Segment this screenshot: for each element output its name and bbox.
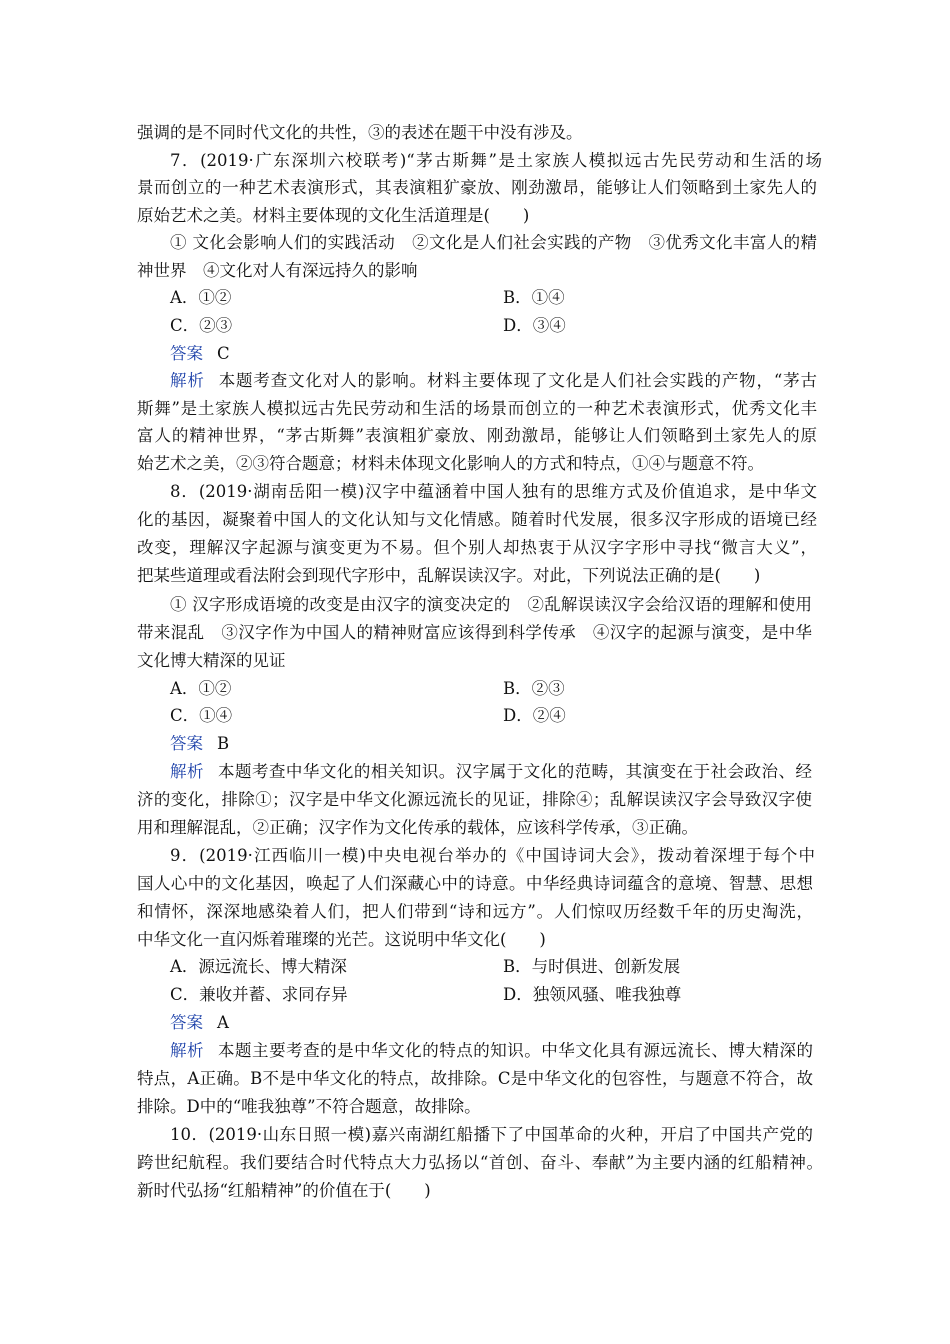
q8-statement-line: 带来混乱 ③汉字作为中国人的精神财富应该得到科学传承 ④汉字的起源与演变，是中华 — [137, 623, 812, 642]
q8-option-c: C．①④ — [170, 706, 233, 725]
q7-analysis-line: 始艺术之美，②③符合题意；材料未体现文化影响人的方式和特点，①④与题意不符。 — [137, 454, 764, 473]
q9-stem-line: 9．(2019·江西临川一模)中央电视台举办的《中国诗词大会》，拨动着深埋于每个中 — [170, 846, 815, 865]
q9-answer-value: A — [217, 1013, 229, 1032]
q8-statement-line: ① 汉字形成语境的改变是由汉字的演变决定的 ②乱解误读汉字会给汉语的理解和使用 — [170, 595, 812, 614]
q7-answer-value: C — [217, 344, 230, 363]
answer-label: 答案 — [170, 1013, 203, 1032]
q10-stem-line: 新时代弘扬“红船精神”的价值在于( ) — [137, 1181, 431, 1200]
q7-analysis-line: 富人的精神世界，“茅古斯舞”表演粗犷豪放、刚劲激昂，能够让人们领略到土家先人的原 — [137, 426, 817, 445]
q7-option-a: A．①② — [170, 288, 232, 307]
analysis-label: 解析 — [170, 762, 204, 781]
q9-stem-line: 中华文化一直闪烁着璀璨的光芒。这说明中华文化( ) — [137, 930, 546, 949]
q7-stem-line: 景而创立的一种艺术表演形式，其表演粗犷豪放、刚劲激昂，能够让人们领略到土家先人的 — [137, 178, 817, 197]
q9-option-a: A．源远流长、博大精深 — [170, 957, 347, 976]
answer-label: 答案 — [170, 734, 203, 753]
q8-stem-line: 化的基因，凝聚着中国人的文化认知与文化情感。随着时代发展，很多汉字形成的语境已经 — [137, 510, 817, 529]
q10-stem-line: 跨世纪航程。我们要结合时代特点大力弘扬以“首创、奋斗、奉献”为主要内涵的红船精神。 — [137, 1153, 823, 1172]
q9-analysis-line: 排除。D中的“唯我独尊”不符合题意，故排除。 — [137, 1097, 481, 1116]
q7-stem-line: 原始艺术之美。材料主要体现的文化生活道理是( ) — [137, 206, 530, 225]
q10-stem-line: 10．(2019·山东日照一模)嘉兴南湖红船播下了中国革命的火种，开启了中国共产党的 — [170, 1125, 813, 1144]
q8-stem-line: 8．(2019·湖南岳阳一模)汉字中蕴涵着中国人独有的思维方式及价值追求，是中华文 — [170, 482, 817, 501]
q8-analysis-line: 用和理解混乱，②正确；汉字作为文化传承的载体，应该科学传承，③正确。 — [137, 818, 698, 837]
q8-stem-line: 改变，理解汉字起源与演变更为不易。但个别人却热衷于从汉字字形中寻找“微言大义”， — [137, 538, 817, 557]
q9-stem-line: 和情怀，深深地感染着人们，把人们带到“诗和远方”。人们惊叹历经数千年的历史淘洗， — [137, 902, 813, 921]
analysis-label: 解析 — [170, 1041, 205, 1060]
q8-analysis-line: 解析 本题考查中华文化的相关知识。汉字属于文化的范畴，其演变在于社会政治、经 — [170, 762, 813, 781]
q9-option-c: C．兼收并蓄、求同存异 — [170, 985, 348, 1004]
intro-line: 强调的是不同时代文化的共性，③的表述在题干中没有涉及。 — [137, 123, 583, 142]
q7-statement-line: 神世界 ④文化对人有深远持久的影响 — [137, 261, 418, 280]
q7-option-d: D．③④ — [503, 316, 566, 335]
q9-stem-line: 国人心中的文化基因，唤起了人们深藏心中的诗意。中华经典诗词蕴含的意境、智慧、思想 — [137, 874, 813, 893]
q7-analysis-line: 解析 本题考查文化对人的影响。材料主要体现了文化是人们社会实践的产物，“茅古 — [170, 371, 818, 390]
q9-analysis-line: 解析 本题主要考查的是中华文化的特点的知识。中华文化具有源远流长、博大精深的 — [170, 1041, 814, 1060]
q8-answer — [170, 730, 229, 757]
q8-answer-value: B — [217, 734, 230, 753]
q9-analysis-line: 特点，A正确。B不是中华文化的特点，故排除。C是中华文化的包容性，与题意不符合，故 — [137, 1069, 813, 1088]
q9-option-d: D．独领风骚、唯我独尊 — [503, 985, 682, 1004]
q7-statement-line: ① 文化会影响人们的实践活动 ②文化是人们社会实践的产物 ③优秀文化丰富人的精 — [170, 233, 817, 252]
q7-option-c: C．②③ — [170, 316, 233, 335]
q9-option-b: B．与时俱进、创新发展 — [503, 957, 681, 976]
analysis-label: 解析 — [170, 371, 205, 390]
q8-stem-line: 把某些道理或看法附会到现代字形中，乱解误读汉字。对此，下列说法正确的是( ) — [137, 566, 761, 585]
q8-analysis-line: 济的变化，排除①；汉字是中华文化源远流长的见证，排除④；乱解误读汉字会导致汉字使 — [137, 790, 812, 809]
q7-analysis-line: 斯舞”是土家族人模拟远古先民劳动和生活的场景而创立的一种艺术表演形式，优秀文化丰 — [137, 399, 817, 418]
q8-statement-line: 文化博大精深的见证 — [137, 651, 286, 670]
q7-answer — [170, 340, 230, 367]
q7-option-b: B．①④ — [503, 288, 565, 307]
q7-stem-line: 7．(2019·广东深圳六校联考)“茅古斯舞”是土家族人模拟远古先民劳动和生活的场 — [170, 151, 822, 170]
answer-label: 答案 — [170, 344, 203, 363]
q9-answer — [170, 1009, 229, 1036]
q8-option-b: B．②③ — [503, 679, 565, 698]
q8-option-a: A．①② — [170, 679, 232, 698]
q8-option-d: D．②④ — [503, 706, 566, 725]
